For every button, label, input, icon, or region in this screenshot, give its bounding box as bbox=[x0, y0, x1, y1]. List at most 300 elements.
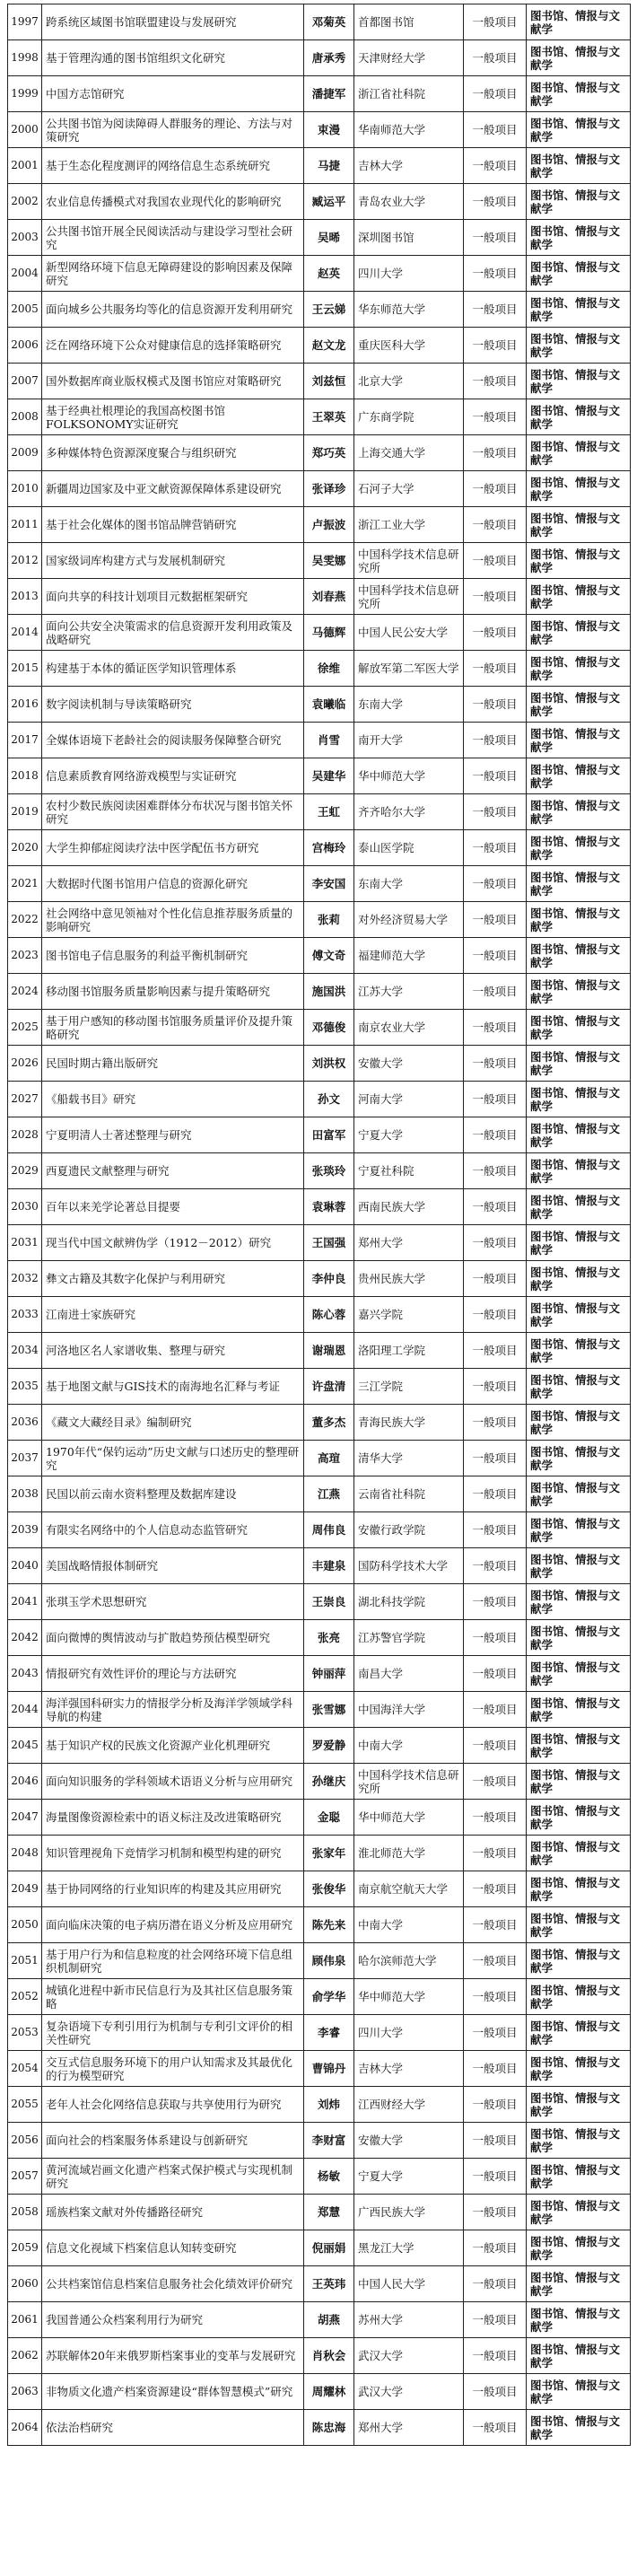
project-title: 基于用户感知的移动图书馆服务质量评价及提升策略研究 bbox=[42, 1010, 304, 1046]
project-type: 一般项目 bbox=[464, 651, 527, 687]
project-type: 一般项目 bbox=[464, 2195, 527, 2230]
project-title: 知识管理视角下竞情学习机制和模型构建的研究 bbox=[42, 1836, 304, 1871]
project-field: 图书馆、情报与文献学 bbox=[527, 2230, 631, 2266]
project-institution: 湖北科技学院 bbox=[354, 1584, 464, 1620]
project-leader: 周耀林 bbox=[304, 2374, 354, 2410]
project-number: 2051 bbox=[8, 1943, 42, 1979]
project-type: 一般项目 bbox=[464, 2159, 527, 2195]
table-row bbox=[8, 40, 631, 76]
project-type: 一般项目 bbox=[464, 2051, 527, 2087]
project-institution: 首都图书馆 bbox=[354, 4, 464, 40]
project-field: 图书馆、情报与文献学 bbox=[527, 579, 631, 615]
project-title: 江南进士家族研究 bbox=[42, 1297, 304, 1333]
project-institution: 江西财经大学 bbox=[354, 2087, 464, 2123]
project-title: 张琪玉学术思想研究 bbox=[42, 1584, 304, 1620]
project-number: 2007 bbox=[8, 364, 42, 399]
project-type: 一般项目 bbox=[464, 1764, 527, 1800]
project-number: 2031 bbox=[8, 1225, 42, 1261]
table-row bbox=[8, 1907, 631, 1943]
project-institution: 东南大学 bbox=[354, 866, 464, 902]
table-row bbox=[8, 1261, 631, 1297]
project-leader: 陈忠海 bbox=[304, 2410, 354, 2446]
table-row bbox=[8, 2266, 631, 2302]
project-institution: 中国科学技术信息研究所 bbox=[354, 579, 464, 615]
project-leader: 张琰玲 bbox=[304, 1153, 354, 1189]
project-institution: 南京农业大学 bbox=[354, 1010, 464, 1046]
project-institution: 贵州民族大学 bbox=[354, 1261, 464, 1297]
project-institution: 华南师范大学 bbox=[354, 112, 464, 148]
project-type: 一般项目 bbox=[464, 866, 527, 902]
project-leader: 孙继庆 bbox=[304, 1764, 354, 1800]
project-type: 一般项目 bbox=[464, 2015, 527, 2051]
project-title: 面向公共安全决策需求的信息资源开发利用政策及战略研究 bbox=[42, 615, 304, 651]
project-field: 图书馆、情报与文献学 bbox=[527, 2266, 631, 2302]
project-field: 图书馆、情报与文献学 bbox=[527, 615, 631, 651]
project-title: 基于管理沟通的图书馆组织文化研究 bbox=[42, 40, 304, 76]
table-row bbox=[8, 2410, 631, 2446]
table-row bbox=[8, 1297, 631, 1333]
project-type: 一般项目 bbox=[464, 1441, 527, 1476]
project-type: 一般项目 bbox=[464, 1584, 527, 1620]
project-leader: 顾伟泉 bbox=[304, 1943, 354, 1979]
table-row bbox=[8, 435, 631, 471]
project-title: 苏联解体20年来俄罗斯档案事业的变革与发展研究 bbox=[42, 2338, 304, 2374]
project-number: 2043 bbox=[8, 1656, 42, 1692]
project-institution: 广东商学院 bbox=[354, 399, 464, 435]
project-field: 图书馆、情报与文献学 bbox=[527, 2015, 631, 2051]
project-field: 图书馆、情报与文献学 bbox=[527, 687, 631, 723]
project-field: 图书馆、情报与文献学 bbox=[527, 1333, 631, 1369]
project-number: 2041 bbox=[8, 1584, 42, 1620]
project-field: 图书馆、情报与文献学 bbox=[527, 2374, 631, 2410]
project-type: 一般项目 bbox=[464, 794, 527, 830]
project-leader: 施国洪 bbox=[304, 974, 354, 1010]
project-leader: 曹锦丹 bbox=[304, 2051, 354, 2087]
project-leader: 李睿 bbox=[304, 2015, 354, 2051]
project-title: 1970年代“保钓运动”历史文献与口述历史的整理研究 bbox=[42, 1441, 304, 1476]
table-row bbox=[8, 579, 631, 615]
project-title: 公共档案馆信息档案信息服务社会化绩效评价研究 bbox=[42, 2266, 304, 2302]
project-field: 图书馆、情报与文献学 bbox=[527, 830, 631, 866]
project-title: 国外数据库商业版权模式及图书馆应对策略研究 bbox=[42, 364, 304, 399]
project-field: 图书馆、情报与文献学 bbox=[527, 471, 631, 507]
project-institution: 郑州大学 bbox=[354, 2410, 464, 2446]
project-title: 交互式信息服务环境下的用户认知需求及其最优化的行为模型研究 bbox=[42, 2051, 304, 2087]
project-leader: 宫梅玲 bbox=[304, 830, 354, 866]
project-institution: 北京大学 bbox=[354, 364, 464, 399]
project-leader: 董多杰 bbox=[304, 1405, 354, 1441]
project-title: 彝文古籍及其数字化保护与利用研究 bbox=[42, 1261, 304, 1297]
project-leader: 高瑄 bbox=[304, 1441, 354, 1476]
table-row bbox=[8, 1369, 631, 1405]
project-leader: 周伟良 bbox=[304, 1512, 354, 1548]
project-number: 2011 bbox=[8, 507, 42, 543]
table-row bbox=[8, 1082, 631, 1117]
project-title: 河洛地区名人家谱收集、整理与研究 bbox=[42, 1333, 304, 1369]
project-number: 2054 bbox=[8, 2051, 42, 2087]
project-institution: 苏州大学 bbox=[354, 2302, 464, 2338]
project-number: 2016 bbox=[8, 687, 42, 723]
project-institution: 中国海洋大学 bbox=[354, 1692, 464, 1728]
table-row bbox=[8, 1189, 631, 1225]
project-type: 一般项目 bbox=[464, 184, 527, 220]
project-leader: 李仲良 bbox=[304, 1261, 354, 1297]
project-type: 一般项目 bbox=[464, 1117, 527, 1153]
table-row bbox=[8, 938, 631, 974]
table-row bbox=[8, 1656, 631, 1692]
project-field: 图书馆、情报与文献学 bbox=[527, 1907, 631, 1943]
project-title: 《船载书目》研究 bbox=[42, 1082, 304, 1117]
project-institution: 安徽大学 bbox=[354, 1046, 464, 1082]
table-row bbox=[8, 1405, 631, 1441]
project-type: 一般项目 bbox=[464, 1333, 527, 1369]
project-institution: 淮北师范大学 bbox=[354, 1836, 464, 1871]
project-title: 多种媒体特色资源深度聚合与组织研究 bbox=[42, 435, 304, 471]
project-number: 2036 bbox=[8, 1405, 42, 1441]
table-row bbox=[8, 2015, 631, 2051]
project-title: 农村少数民族阅读困难群体分布状况与图书馆关怀研究 bbox=[42, 794, 304, 830]
project-number: 2025 bbox=[8, 1010, 42, 1046]
project-leader: 王国强 bbox=[304, 1225, 354, 1261]
project-title: 基于协同网络的行业知识库的构建及其应用研究 bbox=[42, 1871, 304, 1907]
project-title: 基于生态化程度测评的网络信息生态系统研究 bbox=[42, 148, 304, 184]
project-title: 《藏文大藏经目录》编制研究 bbox=[42, 1405, 304, 1441]
project-title: 移动图书馆服务质量影响因素与提升策略研究 bbox=[42, 974, 304, 1010]
project-institution: 四川大学 bbox=[354, 256, 464, 292]
project-number: 2048 bbox=[8, 1836, 42, 1871]
table-row bbox=[8, 1800, 631, 1836]
project-title: 国家级词库构建方式与发展机制研究 bbox=[42, 543, 304, 579]
project-leader: 刘春燕 bbox=[304, 579, 354, 615]
project-leader: 谢瑞恩 bbox=[304, 1333, 354, 1369]
project-number: 2001 bbox=[8, 148, 42, 184]
project-type: 一般项目 bbox=[464, 2338, 527, 2374]
project-number: 2014 bbox=[8, 615, 42, 651]
project-leader: 肖雪 bbox=[304, 723, 354, 758]
project-leader: 唐承秀 bbox=[304, 40, 354, 76]
project-field: 图书馆、情报与文献学 bbox=[527, 1584, 631, 1620]
project-field: 图书馆、情报与文献学 bbox=[527, 1512, 631, 1548]
project-leader: 张雪娜 bbox=[304, 1692, 354, 1728]
project-number: 2030 bbox=[8, 1189, 42, 1225]
project-institution: 对外经济贸易大学 bbox=[354, 902, 464, 938]
project-field: 图书馆、情报与文献学 bbox=[527, 399, 631, 435]
project-number: 2023 bbox=[8, 938, 42, 974]
project-title: 信息文化视域下档案信息认知转变研究 bbox=[42, 2230, 304, 2266]
project-institution: 福建师范大学 bbox=[354, 938, 464, 974]
table-row bbox=[8, 1333, 631, 1369]
project-title: 基于知识产权的民族文化资源产业化机理研究 bbox=[42, 1728, 304, 1764]
project-institution: 中国人民大学 bbox=[354, 2266, 464, 2302]
project-leader: 张俊华 bbox=[304, 1871, 354, 1907]
project-leader: 刘洪权 bbox=[304, 1046, 354, 1082]
project-field: 图书馆、情报与文献学 bbox=[527, 2159, 631, 2195]
project-type: 一般项目 bbox=[464, 435, 527, 471]
project-title: 西夏遗民文献整理与研究 bbox=[42, 1153, 304, 1189]
project-institution: 上海交通大学 bbox=[354, 435, 464, 471]
project-number: 2017 bbox=[8, 723, 42, 758]
table-row bbox=[8, 1620, 631, 1656]
project-title: 面向共享的科技计划项目元数据框架研究 bbox=[42, 579, 304, 615]
project-number: 2012 bbox=[8, 543, 42, 579]
project-number: 2003 bbox=[8, 220, 42, 256]
project-number: 2047 bbox=[8, 1800, 42, 1836]
table-row bbox=[8, 1476, 631, 1512]
project-title: 海洋强国科研实力的情报学分析及海洋学领域学科导航的构建 bbox=[42, 1692, 304, 1728]
project-institution: 南京航空航天大学 bbox=[354, 1871, 464, 1907]
project-number: 2010 bbox=[8, 471, 42, 507]
project-list-sheet bbox=[7, 4, 630, 2446]
project-leader: 王翠英 bbox=[304, 399, 354, 435]
project-type: 一般项目 bbox=[464, 687, 527, 723]
project-number: 1998 bbox=[8, 40, 42, 76]
project-field: 图书馆、情报与文献学 bbox=[527, 938, 631, 974]
project-title: 农业信息传播模式对我国农业现代化的影响研究 bbox=[42, 184, 304, 220]
project-number: 2046 bbox=[8, 1764, 42, 1800]
table-row bbox=[8, 148, 631, 184]
project-type: 一般项目 bbox=[464, 507, 527, 543]
project-institution: 天津财经大学 bbox=[354, 40, 464, 76]
project-number: 2055 bbox=[8, 2087, 42, 2123]
table-row bbox=[8, 112, 631, 148]
project-title: 图书馆电子信息服务的利益平衡机制研究 bbox=[42, 938, 304, 974]
project-leader: 俞学华 bbox=[304, 1979, 354, 2015]
project-leader: 肖秋会 bbox=[304, 2338, 354, 2374]
table-row bbox=[8, 184, 631, 220]
project-type: 一般项目 bbox=[464, 1692, 527, 1728]
project-institution: 武汉大学 bbox=[354, 2338, 464, 2374]
project-leader: 丰建泉 bbox=[304, 1548, 354, 1584]
project-type: 一般项目 bbox=[464, 1476, 527, 1512]
project-leader: 李财富 bbox=[304, 2123, 354, 2159]
project-title: 民国时期古籍出版研究 bbox=[42, 1046, 304, 1082]
project-leader: 李安国 bbox=[304, 866, 354, 902]
project-title: 现当代中国文献辨伪学（1912－2012）研究 bbox=[42, 1225, 304, 1261]
project-number: 2034 bbox=[8, 1333, 42, 1369]
project-field: 图书馆、情报与文献学 bbox=[527, 1441, 631, 1476]
project-type: 一般项目 bbox=[464, 1871, 527, 1907]
project-type: 一般项目 bbox=[464, 902, 527, 938]
project-number: 2039 bbox=[8, 1512, 42, 1548]
project-leader: 刘兹恒 bbox=[304, 364, 354, 399]
project-field: 图书馆、情报与文献学 bbox=[527, 2195, 631, 2230]
project-field: 图书馆、情报与文献学 bbox=[527, 184, 631, 220]
project-institution: 重庆医科大学 bbox=[354, 328, 464, 364]
project-type: 一般项目 bbox=[464, 974, 527, 1010]
project-leader: 王英玮 bbox=[304, 2266, 354, 2302]
project-leader: 邓德俊 bbox=[304, 1010, 354, 1046]
project-number: 2052 bbox=[8, 1979, 42, 2015]
project-title: 数字阅读机制与导读策略研究 bbox=[42, 687, 304, 723]
table-row bbox=[8, 723, 631, 758]
project-field: 图书馆、情报与文献学 bbox=[527, 1476, 631, 1512]
project-number: 2040 bbox=[8, 1548, 42, 1584]
project-title: 公共图书馆开展全民阅读活动与建设学习型社会研究 bbox=[42, 220, 304, 256]
project-number: 2060 bbox=[8, 2266, 42, 2302]
project-institution: 南开大学 bbox=[354, 723, 464, 758]
project-type: 一般项目 bbox=[464, 4, 527, 40]
table-row bbox=[8, 1441, 631, 1476]
project-institution: 郑州大学 bbox=[354, 1225, 464, 1261]
table-row bbox=[8, 2051, 631, 2087]
table-row bbox=[8, 543, 631, 579]
project-leader: 陈先来 bbox=[304, 1907, 354, 1943]
project-number: 2021 bbox=[8, 866, 42, 902]
project-title: 美国战略情报体制研究 bbox=[42, 1548, 304, 1584]
project-number: 2044 bbox=[8, 1692, 42, 1728]
table-row bbox=[8, 220, 631, 256]
project-type: 一般项目 bbox=[464, 1225, 527, 1261]
project-number: 2027 bbox=[8, 1082, 42, 1117]
project-title: 大数据时代图书馆用户信息的资源化研究 bbox=[42, 866, 304, 902]
project-type: 一般项目 bbox=[464, 1512, 527, 1548]
project-leader: 王崇良 bbox=[304, 1584, 354, 1620]
table-row bbox=[8, 328, 631, 364]
project-number: 2061 bbox=[8, 2302, 42, 2338]
table-row bbox=[8, 76, 631, 112]
project-title: 宁夏明清人士著述整理与研究 bbox=[42, 1117, 304, 1153]
project-title: 有限实名网络中的个人信息动态监管研究 bbox=[42, 1512, 304, 1548]
table-row bbox=[8, 1728, 631, 1764]
project-leader: 卢振波 bbox=[304, 507, 354, 543]
project-type: 一般项目 bbox=[464, 256, 527, 292]
project-number: 2058 bbox=[8, 2195, 42, 2230]
project-number: 2019 bbox=[8, 794, 42, 830]
project-field: 图书馆、情报与文献学 bbox=[527, 435, 631, 471]
project-type: 一般项目 bbox=[464, 1800, 527, 1836]
project-field: 图书馆、情报与文献学 bbox=[527, 1548, 631, 1584]
project-number: 2028 bbox=[8, 1117, 42, 1153]
project-leader: 马捷 bbox=[304, 148, 354, 184]
project-institution: 河南大学 bbox=[354, 1082, 464, 1117]
project-institution: 中国科学技术信息研究所 bbox=[354, 1764, 464, 1800]
project-type: 一般项目 bbox=[464, 471, 527, 507]
project-number: 2037 bbox=[8, 1441, 42, 1476]
project-title: 信息素质教育网络游戏模型与实证研究 bbox=[42, 758, 304, 794]
project-type: 一般项目 bbox=[464, 1153, 527, 1189]
project-institution: 江苏大学 bbox=[354, 974, 464, 1010]
table-row bbox=[8, 2338, 631, 2374]
project-type: 一般项目 bbox=[464, 723, 527, 758]
project-number: 2053 bbox=[8, 2015, 42, 2051]
table-row bbox=[8, 1117, 631, 1153]
project-field: 图书馆、情报与文献学 bbox=[527, 2123, 631, 2159]
project-institution: 宁夏社科院 bbox=[354, 1153, 464, 1189]
project-table-body bbox=[8, 4, 631, 2446]
project-type: 一般项目 bbox=[464, 364, 527, 399]
project-field: 图书馆、情报与文献学 bbox=[527, 1836, 631, 1871]
project-title: 依法治档研究 bbox=[42, 2410, 304, 2446]
project-type: 一般项目 bbox=[464, 2374, 527, 2410]
project-field: 图书馆、情报与文献学 bbox=[527, 1764, 631, 1800]
project-institution: 青海民族大学 bbox=[354, 1405, 464, 1441]
project-field: 图书馆、情报与文献学 bbox=[527, 2087, 631, 2123]
project-title: 非物质文化遗产档案资源建设“群体智慧模式”研究 bbox=[42, 2374, 304, 2410]
project-field: 图书馆、情报与文献学 bbox=[527, 2410, 631, 2446]
project-field: 图书馆、情报与文献学 bbox=[527, 2338, 631, 2374]
project-number: 2000 bbox=[8, 112, 42, 148]
project-number: 2038 bbox=[8, 1476, 42, 1512]
project-field: 图书馆、情报与文献学 bbox=[527, 543, 631, 579]
project-field: 图书馆、情报与文献学 bbox=[527, 220, 631, 256]
project-institution: 解放军第二军医大学 bbox=[354, 651, 464, 687]
table-row bbox=[8, 794, 631, 830]
project-number: 1997 bbox=[8, 4, 42, 40]
project-institution: 吉林大学 bbox=[354, 148, 464, 184]
project-title: 面向微博的舆情波动与扩散趋势预估模型研究 bbox=[42, 1620, 304, 1656]
project-leader: 张家年 bbox=[304, 1836, 354, 1871]
project-type: 一般项目 bbox=[464, 1082, 527, 1117]
table-row bbox=[8, 399, 631, 435]
project-type: 一般项目 bbox=[464, 40, 527, 76]
project-leader: 钟丽萍 bbox=[304, 1656, 354, 1692]
project-institution: 哈尔滨师范大学 bbox=[354, 1943, 464, 1979]
project-field: 图书馆、情报与文献学 bbox=[527, 1405, 631, 1441]
project-number: 2063 bbox=[8, 2374, 42, 2410]
project-field: 图书馆、情报与文献学 bbox=[527, 1117, 631, 1153]
project-table bbox=[7, 4, 631, 2446]
project-number: 2029 bbox=[8, 1153, 42, 1189]
project-type: 一般项目 bbox=[464, 1369, 527, 1405]
project-field: 图书馆、情报与文献学 bbox=[527, 866, 631, 902]
project-institution: 四川大学 bbox=[354, 2015, 464, 2051]
table-row bbox=[8, 4, 631, 40]
table-row bbox=[8, 1584, 631, 1620]
project-type: 一般项目 bbox=[464, 1548, 527, 1584]
table-row bbox=[8, 758, 631, 794]
project-title: 老年人社会化网络信息获取与共享使用行为研究 bbox=[42, 2087, 304, 2123]
project-number: 2042 bbox=[8, 1620, 42, 1656]
project-institution: 青岛农业大学 bbox=[354, 184, 464, 220]
project-leader: 陈心蓉 bbox=[304, 1297, 354, 1333]
project-type: 一般项目 bbox=[464, 1979, 527, 2015]
project-type: 一般项目 bbox=[464, 1046, 527, 1082]
project-leader: 袁曦临 bbox=[304, 687, 354, 723]
project-leader: 张译珍 bbox=[304, 471, 354, 507]
table-row bbox=[8, 866, 631, 902]
project-institution: 黑龙江大学 bbox=[354, 2230, 464, 2266]
project-institution: 齐齐哈尔大学 bbox=[354, 794, 464, 830]
project-field: 图书馆、情报与文献学 bbox=[527, 1369, 631, 1405]
table-row bbox=[8, 2230, 631, 2266]
project-leader: 田富军 bbox=[304, 1117, 354, 1153]
table-row bbox=[8, 292, 631, 328]
project-title: 构建基于本体的循证医学知识管理体系 bbox=[42, 651, 304, 687]
project-leader: 吴雯娜 bbox=[304, 543, 354, 579]
project-field: 图书馆、情报与文献学 bbox=[527, 1692, 631, 1728]
project-title: 基于地图文献与GIS技术的南海地名汇释与考证 bbox=[42, 1369, 304, 1405]
project-field: 图书馆、情报与文献学 bbox=[527, 1297, 631, 1333]
project-institution: 清华大学 bbox=[354, 1441, 464, 1476]
project-number: 1999 bbox=[8, 76, 42, 112]
project-title: 黄河流域岩画文化遗产档案式保护模式与实现机制研究 bbox=[42, 2159, 304, 2195]
project-title: 城镇化进程中新市民信息行为及其社区信息服务策略 bbox=[42, 1979, 304, 2015]
project-field: 图书馆、情报与文献学 bbox=[527, 2051, 631, 2087]
table-row bbox=[8, 1871, 631, 1907]
table-row bbox=[8, 2374, 631, 2410]
project-type: 一般项目 bbox=[464, 615, 527, 651]
project-leader: 郑慧 bbox=[304, 2195, 354, 2230]
project-type: 一般项目 bbox=[464, 2087, 527, 2123]
project-type: 一般项目 bbox=[464, 579, 527, 615]
project-number: 2002 bbox=[8, 184, 42, 220]
project-institution: 南昌大学 bbox=[354, 1656, 464, 1692]
project-title: 百年以来羌学论著总目提要 bbox=[42, 1189, 304, 1225]
project-type: 一般项目 bbox=[464, 1907, 527, 1943]
project-number: 2050 bbox=[8, 1907, 42, 1943]
project-leader: 吴晞 bbox=[304, 220, 354, 256]
project-field: 图书馆、情报与文献学 bbox=[527, 1871, 631, 1907]
